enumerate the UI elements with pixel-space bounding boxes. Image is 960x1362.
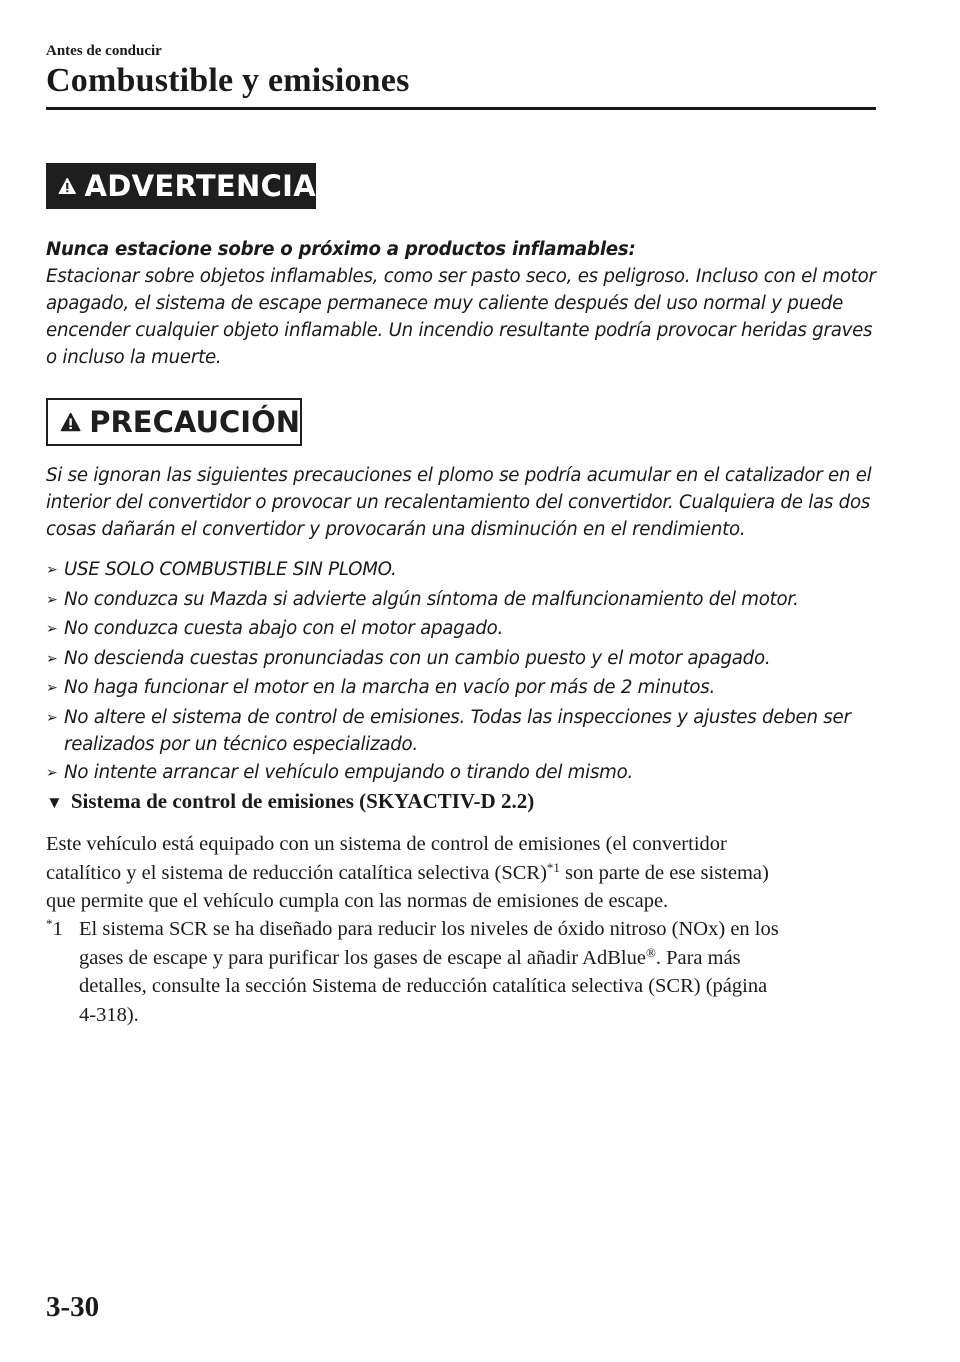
- list-item-text: No altere el sistema de control de emisiones. Todas las inspecciones y ajustes deben ser realizados por un técnico especializado.: [64, 706, 851, 755]
- footnote-number: 1: [52, 918, 63, 940]
- arrow-bullet-icon: ➢: [46, 650, 58, 667]
- header-rule: [46, 107, 876, 110]
- list-item-text: No conduzca cuesta abajo con el motor apagado.: [64, 618, 504, 639]
- list-item-text: No intente arrancar el vehículo empujando o tirando del mismo.: [64, 762, 634, 783]
- section-label: Antes de conducir: [46, 43, 162, 59]
- list-item: [46, 674, 886, 702]
- list-item: [46, 615, 886, 643]
- list-item-text: No descienda cuestas pronunciadas con un cambio puesto y el motor apagado.: [64, 647, 771, 669]
- list-item: [46, 586, 886, 614]
- footnote-mark: [46, 915, 79, 1029]
- footnote-text: [79, 915, 869, 1029]
- caution-line: Si se ignoran las siguientes precauciones el plomo se podría acumular en el catalizador en el: [46, 465, 872, 486]
- warning-line: o incluso la muerte.: [46, 347, 222, 368]
- footnote: [46, 915, 886, 1029]
- footnote-line: El sistema SCR se ha diseñado para reducir los niveles de óxido nitroso (NOx) en los: [79, 918, 779, 940]
- list-item-text: No conduzca su Mazda si advierte algún síntoma de malfuncionamiento del motor.: [64, 588, 799, 610]
- caution-line: interior del convertidor o provocar un recalentamiento del convertidor. Cualquiera de las dos: [46, 492, 871, 513]
- caution-triangle-icon: [60, 408, 81, 436]
- footnote-text-part: gases de escape y para purificar los gases de escape al añadir AdBlue: [79, 946, 646, 969]
- caution-badge-label: PRECAUCIÓN: [89, 405, 300, 439]
- caution-bullet-list: [46, 556, 886, 789]
- section-heading-text: Sistema de control de emisiones (SKYACTIV-D 2.2): [70, 789, 535, 813]
- list-item: [46, 704, 886, 758]
- list-item: [46, 645, 886, 673]
- caution-line: cosas dañarán el convertidor y provocarán una disminución en el rendimiento.: [46, 519, 746, 540]
- page-title: Combustible y emisiones: [46, 62, 410, 99]
- list-item: [46, 759, 886, 787]
- arrow-bullet-icon: ➢: [46, 621, 58, 637]
- footnote-asterisk: *: [46, 916, 53, 931]
- warning-heading: Nunca estacione sobre o próximo a productos inflamables:: [46, 239, 636, 260]
- intro-line: [46, 859, 886, 888]
- intro-line: que permite que el vehículo cumpla con las normas de emisiones de escape.: [46, 890, 669, 912]
- caution-badge: [46, 398, 302, 446]
- footnote-line: 4-318).: [79, 1003, 139, 1026]
- arrow-bullet-icon: ➢: [46, 709, 58, 726]
- intro-text: catalítico y el sistema de reducción catalítica selectiva (SCR): [46, 861, 547, 884]
- page-number: 3-30: [46, 1291, 100, 1323]
- warning-badge-label: ADVERTENCIA: [84, 169, 316, 203]
- warning-line: Estacionar sobre objetos inflamables, como ser pasto seco, es peligroso. Incluso con el motor: [46, 266, 876, 287]
- arrow-bullet-icon: ➢: [46, 765, 58, 781]
- section-intro: [46, 830, 886, 916]
- arrow-bullet-icon: ➢: [46, 680, 58, 696]
- intro-text: son parte de ese sistema): [559, 861, 769, 884]
- arrow-bullet-icon: ➢: [46, 562, 58, 578]
- list-item-text: USE SOLO COMBUSTIBLE SIN PLOMO.: [64, 559, 397, 580]
- caution-body: [46, 462, 886, 543]
- footnote-ref: *1: [546, 859, 560, 875]
- footnote-line: detalles, consulte la sección Sistema de reducción catalítica selectiva (SCR) (página: [79, 975, 768, 997]
- list-item-text: No haga funcionar el motor en la marcha en vacío por más de 2 minutos.: [64, 677, 716, 698]
- registered-mark: ®: [645, 944, 656, 960]
- warning-line: apagado, el sistema de escape permanece muy caliente después del uso normal y puede: [46, 293, 844, 314]
- arrow-bullet-icon: ➢: [46, 591, 58, 608]
- footnote-text-part: . Para más: [655, 946, 741, 969]
- warning-line: encender cualquier objeto inflamable. Un incendio resultante podría provocar heridas graves: [46, 320, 873, 341]
- list-item: [46, 556, 886, 584]
- warning-badge: [46, 163, 316, 209]
- footnote-line: [79, 944, 869, 973]
- warning-triangle-icon: [58, 172, 77, 200]
- intro-line: Este vehículo está equipado con un sistema de control de emisiones (el convertidor: [46, 833, 727, 855]
- section-heading: [46, 789, 534, 814]
- triangle-down-icon: ▼: [46, 793, 63, 812]
- warning-body: [46, 263, 886, 371]
